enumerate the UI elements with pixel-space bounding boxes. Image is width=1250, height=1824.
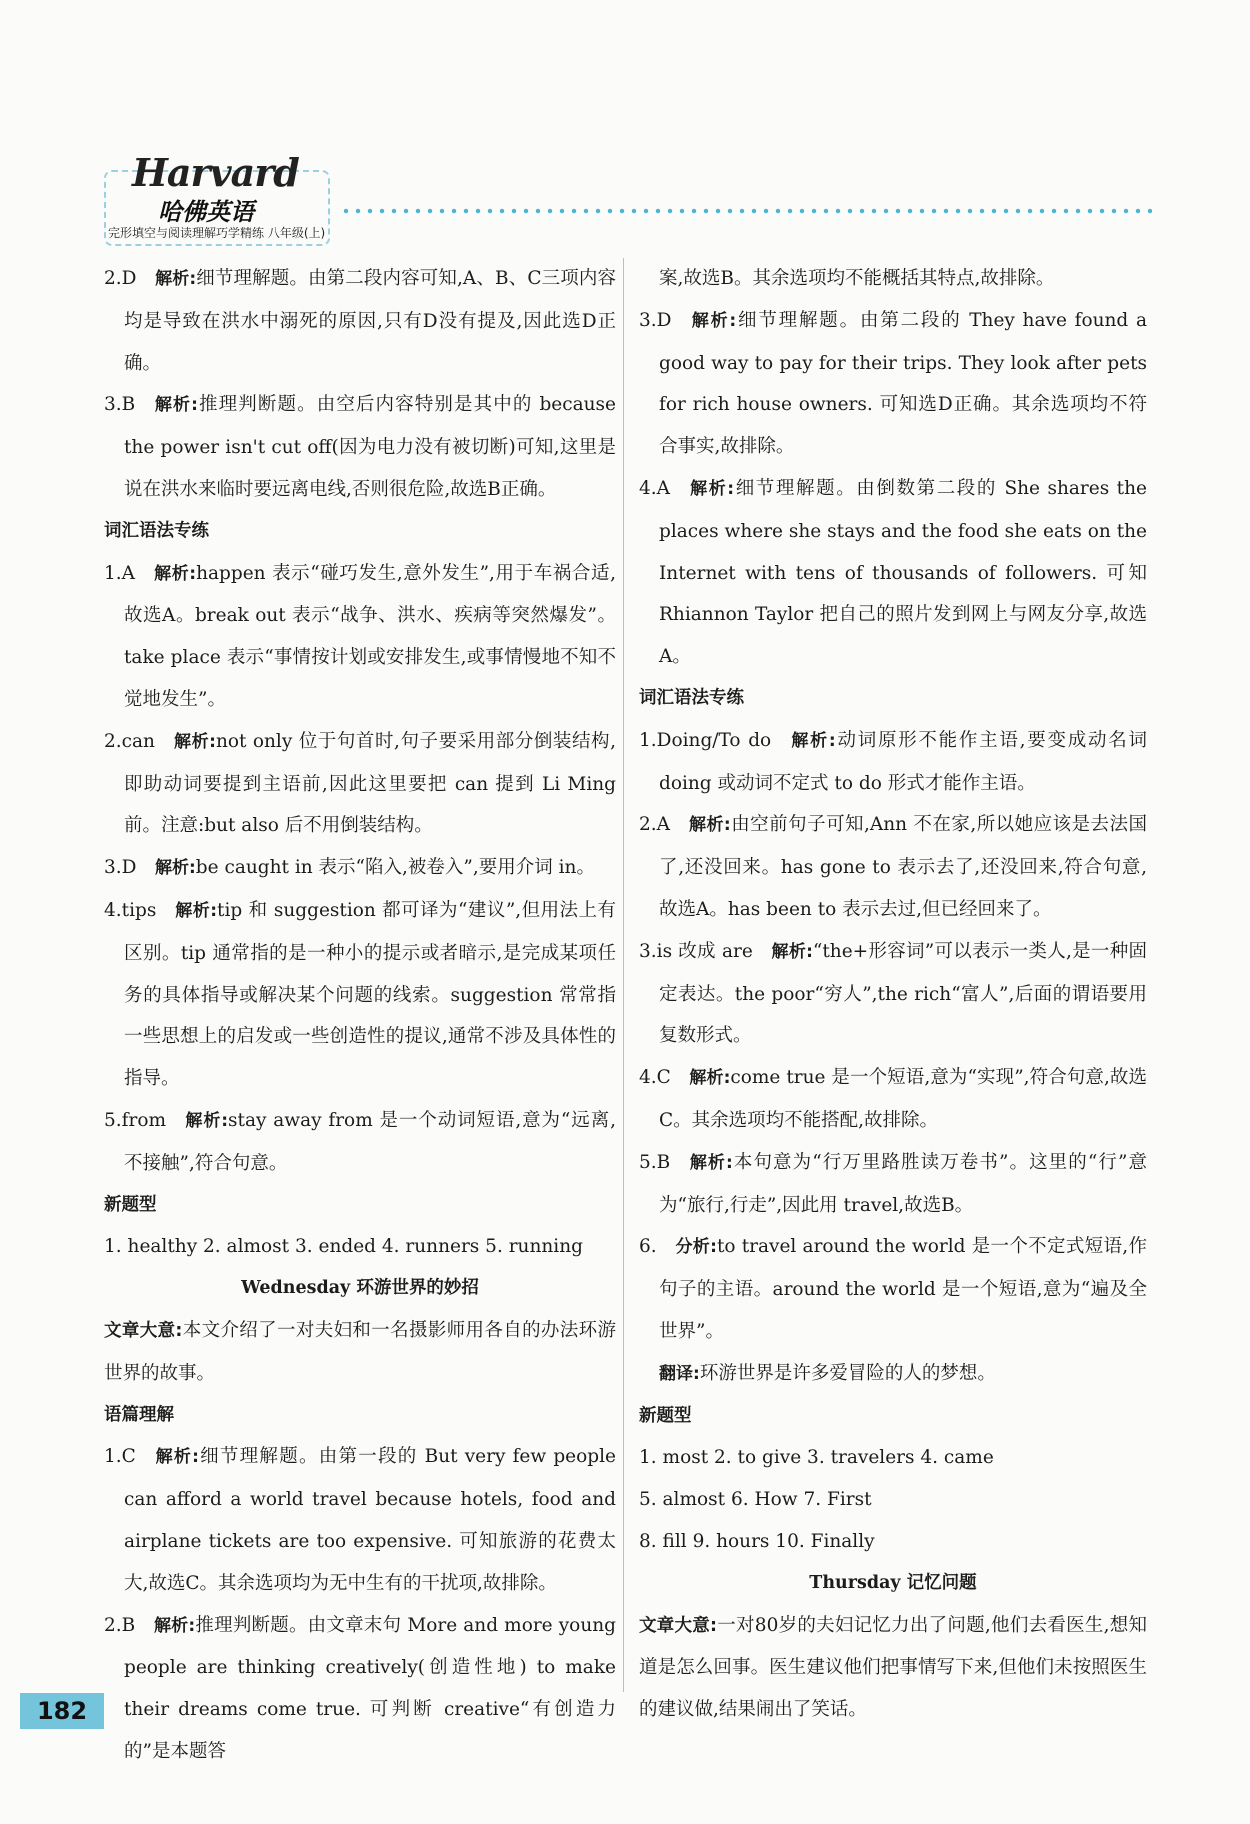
analysis-text: 由空前句子可知,Ann 不在家,所以她应该是去法国了,还没回来。has gone to 表示去了,还没回来,符合句意,故选A。has been to 表示去过,但已经回来了。 — [659, 814, 1147, 920]
translation-label: 翻译: — [659, 1363, 700, 1384]
answer-item — [104, 1605, 616, 1773]
answer-item — [639, 1142, 1147, 1227]
answer-item — [104, 553, 616, 721]
answer-number: 2.B — [104, 1614, 136, 1636]
day-heading: Thursday 记忆问题 — [809, 1572, 977, 1593]
analysis-text: 推理判断题。由空后内容特别是其中的 because the power isn't cut off(因为电力没有被切断)可知,这里是说在洪水来临时要远离电线,否则很危险,故选B正确。 — [124, 394, 616, 500]
answer-number: 4.A — [639, 477, 671, 499]
answer-item — [639, 1226, 1147, 1352]
analysis-text: 本句意为“行万里路胜读万卷书”。这里的“行”意为“旅行,行走”,因此用 travel,故选B。 — [659, 1151, 1147, 1216]
analysis-label: 解析: — [153, 1615, 196, 1636]
answer-item — [104, 258, 616, 384]
analysis-text: “the+形容词”可以表示一类人,是一种固定表达。the poor“穷人”,the rich“富人”,后面的谓语要用复数形式。 — [659, 940, 1147, 1047]
answer-item — [639, 720, 1147, 805]
page-header — [100, 150, 1150, 250]
analysis-text: come true 是一个短语,意为“实现”,符合句意,故选C。其余选项均不能搭配,故排除。 — [659, 1067, 1147, 1131]
analysis-label: 解析: — [689, 1068, 731, 1089]
answer-item — [104, 721, 616, 847]
page-number: 182 — [20, 1693, 104, 1729]
analysis-label: 解析: — [184, 1110, 229, 1131]
analysis-text: 细节理解题。由第二段的 They have found a good way to pay for their trips. They look after pets for rich house owners. 可知选D正确。其余选项均不符合事实,故排除。 — [659, 309, 1147, 458]
column-divider — [623, 258, 624, 1692]
analysis-label: 解析: — [174, 900, 218, 921]
section-heading: 词汇语法专练 — [639, 687, 744, 708]
brand-logo-cn: 哈佛英语 — [158, 198, 254, 226]
analysis-text: happen 表示“碰巧发生,意外发生”,用于车祸合适,故选A。break out 表示“战争、洪水、疾病等突然爆发”。take place 表示“事情按计划或安排发生,或事情慢地不知不觉地发生”。 — [124, 562, 616, 710]
analysis-text: be caught in 表示“陷入,被卷入”,要用介词 in。 — [195, 857, 595, 879]
analysis-text: not only 位于句首时,句子要采用部分倒装结构,即助动词要提到主语前,因此这里要把 can 提到 Li Ming 前。注意:but also 后不用倒装结构。 — [124, 730, 616, 837]
answer-row: 1. healthy 2. almost 3. ended 4. runners 5. running — [104, 1236, 583, 1258]
answer-item — [104, 890, 616, 1100]
answer-row: 5. almost 6. How 7. First — [639, 1489, 872, 1511]
answer-item — [639, 468, 1147, 678]
answer-number: 1.A — [104, 562, 136, 584]
analysis-label: 解析: — [688, 1152, 733, 1173]
brand-logo-en: Harvard — [132, 150, 299, 195]
answer-item — [639, 931, 1147, 1057]
answer-item — [639, 804, 1147, 930]
translation-text: 环游世界是许多爱冒险的人的梦想。 — [699, 1362, 996, 1384]
analysis-label: 解析: — [154, 858, 196, 879]
section-heading: 新题型 — [104, 1194, 157, 1215]
analysis-label: 解析: — [154, 269, 197, 289]
analysis-text: to travel around the world 是一个不定式短语,作句子的主语。around the world 是一个短语,意为“遍及全世界”。 — [659, 1236, 1147, 1342]
summary-text: 本文介绍了一对夫妇和一名摄影师用各自的办法环游世界的故事。 — [104, 1319, 616, 1384]
answer-number: 5.B — [639, 1151, 671, 1173]
analysis-label: 解析: — [173, 731, 216, 752]
answer-number: 2.D — [104, 268, 137, 289]
answer-number: 2.A — [639, 814, 671, 836]
analysis-label: 解析: — [789, 730, 836, 751]
answer-item — [639, 1057, 1147, 1142]
answer-item — [104, 1100, 616, 1185]
answer-number: 4.tips — [104, 899, 157, 921]
answer-number: 5.from — [104, 1109, 167, 1131]
analysis-label: 解析: — [153, 563, 197, 584]
translation-line — [639, 1353, 1147, 1396]
analysis-label: 分析: — [675, 1237, 717, 1258]
answer-number: 1.Doing/To do — [639, 729, 772, 751]
answer-row: 1. most 2. to give 3. travelers 4. came — [639, 1447, 994, 1469]
answer-item — [104, 1436, 616, 1604]
summary-paragraph — [639, 1605, 1147, 1731]
answer-row: 8. fill 9. hours 10. Finally — [639, 1530, 875, 1552]
analysis-label: 解析: — [153, 395, 198, 416]
analysis-label: 解析: — [688, 478, 735, 499]
book-subtitle: 完形填空与阅读理解巧学精练 八年级(上) — [108, 226, 326, 240]
analysis-text: 细节理解题。由第一段的 But very few people can afford a world travel because hotels, food and airplane tickets are too expensive. 可知旅游的花费太大,故选C。其余选项均为无中生有的干扰项,故排除。 — [124, 1446, 616, 1594]
analysis-text: 推理判断题。由文章末句 More and more young people are thinking creatively(创造性地) to make their dreams come true. 可判断 creative“有创造力的”是本题答 — [124, 1614, 616, 1762]
dotted-rule — [340, 208, 1152, 214]
answer-number: 3.is 改成 are — [639, 940, 753, 962]
summary-text: 一对80岁的夫妇记忆力出了问题,他们去看医生,想知道是怎么回事。医生建议他们把事情写下来,但他们未按照医生的建议做,结果闹出了笑话。 — [639, 1614, 1147, 1721]
section-heading: 新题型 — [639, 1405, 692, 1426]
analysis-text: 细节理解题。由倒数第二段的 She shares the places where she stays and the food she eats on the Internet with tens of thousands of followers. 可知 Rhiannon Taylor 把自己的照片发到网上与网友分享,故选A。 — [659, 477, 1147, 668]
left-column — [104, 258, 616, 1773]
analysis-text: 细节理解题。由第二段内容可知,A、B、C三项内容均是导致在洪水中溺死的原因,只有D没有提及,因此选D正确。 — [124, 268, 616, 374]
right-column — [639, 258, 1147, 1731]
answer-item — [104, 847, 616, 890]
answer-number: 3.D — [104, 857, 137, 879]
summary-label: 文章大意: — [104, 1320, 183, 1341]
analysis-label: 解析: — [688, 815, 731, 836]
answer-item — [104, 384, 616, 510]
analysis-label: 解析: — [771, 941, 813, 962]
answer-item — [639, 300, 1147, 468]
answer-number: 3.B — [104, 394, 136, 416]
answer-number: 2.can — [104, 730, 155, 752]
answer-number: 4.C — [639, 1067, 671, 1089]
day-heading: Wednesday 环游世界的妙招 — [241, 1278, 479, 1299]
summary-paragraph — [104, 1310, 616, 1395]
analysis-text: stay away from 是一个动词短语,意为“远离,不接触”,符合句意。 — [124, 1109, 616, 1174]
analysis-label: 解析: — [689, 310, 737, 331]
answer-number: 1.C — [104, 1446, 136, 1468]
analysis-label: 解析: — [154, 1447, 199, 1468]
answer-number: 6. — [639, 1236, 657, 1258]
summary-label: 文章大意: — [639, 1615, 718, 1636]
analysis-text: tip 和 suggestion 都可译为“建议”,但用法上有区别。tip 通常指的是一种小的提示或者暗示,是完成某项任务的具体指导或解决某个问题的线索。suggestion 常常指一些思想上的启发或一些创造性的提议,通常不涉及具体性的指导。 — [124, 899, 616, 1090]
analysis-text: 动词原形不能作主语,要变成动名词 doing 或动词不定式 to do 形式才能作主语。 — [659, 729, 1147, 794]
answer-continuation: 案,故选B。其余选项均不能概括其特点,故排除。 — [659, 268, 1055, 289]
section-heading: 词汇语法专练 — [104, 520, 209, 541]
section-heading: 语篇理解 — [104, 1404, 174, 1425]
answer-number: 3.D — [639, 309, 672, 331]
